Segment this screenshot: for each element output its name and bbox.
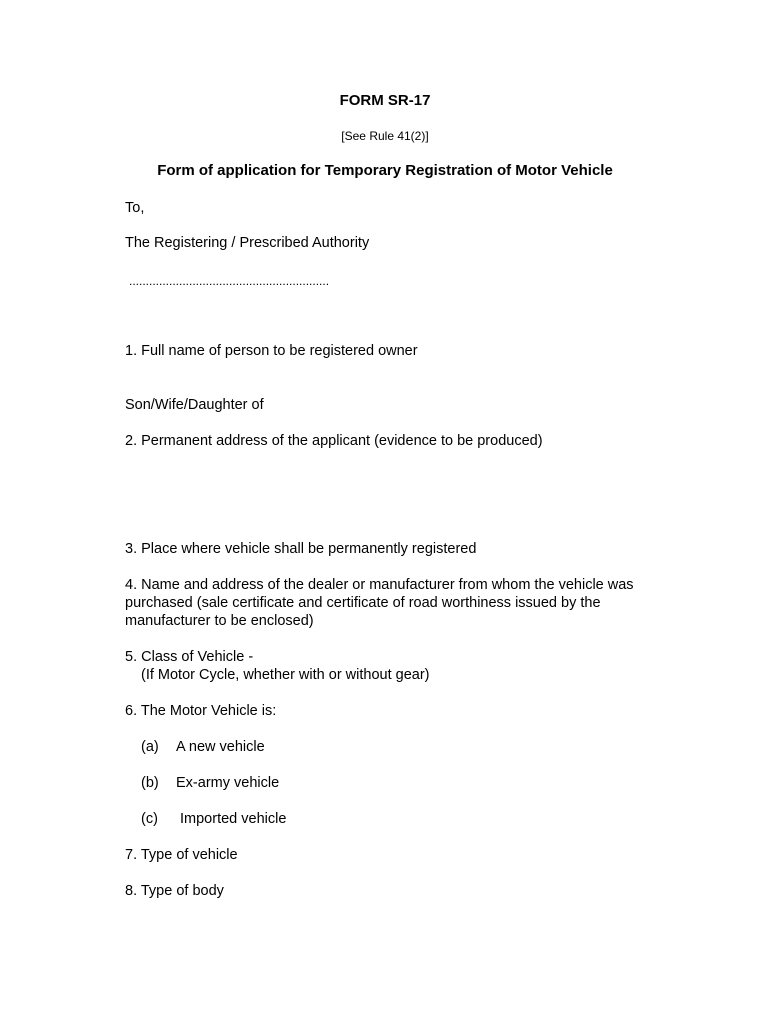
item-6-motor-vehicle-is: 6. The Motor Vehicle is: (125, 703, 277, 719)
salutation: To, (125, 200, 145, 216)
rule-reference: [See Rule 41(2)] (341, 129, 429, 143)
option-b-ex-army-vehicle: Ex-army vehicle (176, 775, 280, 791)
item-4-line-3: manufacturer to be enclosed) (125, 613, 314, 629)
item-5-class-of-vehicle: 5. Class of Vehicle - (125, 649, 254, 665)
item-7-type-of-vehicle: 7. Type of vehicle (125, 847, 238, 863)
option-a-marker: (a) (141, 739, 159, 755)
item-1-full-name: 1. Full name of person to be registered owner (125, 343, 418, 359)
item-3-place-of-registration: 3. Place where vehicle shall be permanently registered (125, 541, 477, 557)
option-c-imported-vehicle: Imported vehicle (180, 811, 287, 827)
addressee: The Registering / Prescribed Authority (125, 235, 370, 251)
relation-label: Son/Wife/Daughter of (125, 397, 264, 413)
option-b-marker: (b) (141, 775, 159, 791)
item-4-line-1: 4. Name and address of the dealer or manufacturer from whom the vehicle was (125, 577, 634, 593)
option-a-new-vehicle: A new vehicle (176, 739, 265, 755)
item-5-note: (If Motor Cycle, whether with or without gear) (141, 667, 430, 683)
option-c-marker: (c) (141, 811, 158, 827)
item-8-type-of-body: 8. Type of body (125, 883, 224, 899)
item-2-permanent-address: 2. Permanent address of the applicant (evidence to be produced) (125, 433, 543, 449)
form-title: Form of application for Temporary Registration of Motor Vehicle (157, 162, 613, 179)
form-code: FORM SR-17 (339, 92, 431, 109)
addressee-blank-line: ............................................................ (129, 274, 330, 288)
item-4-line-2: purchased (sale certificate and certificate of road worthiness issued by the (125, 595, 601, 611)
